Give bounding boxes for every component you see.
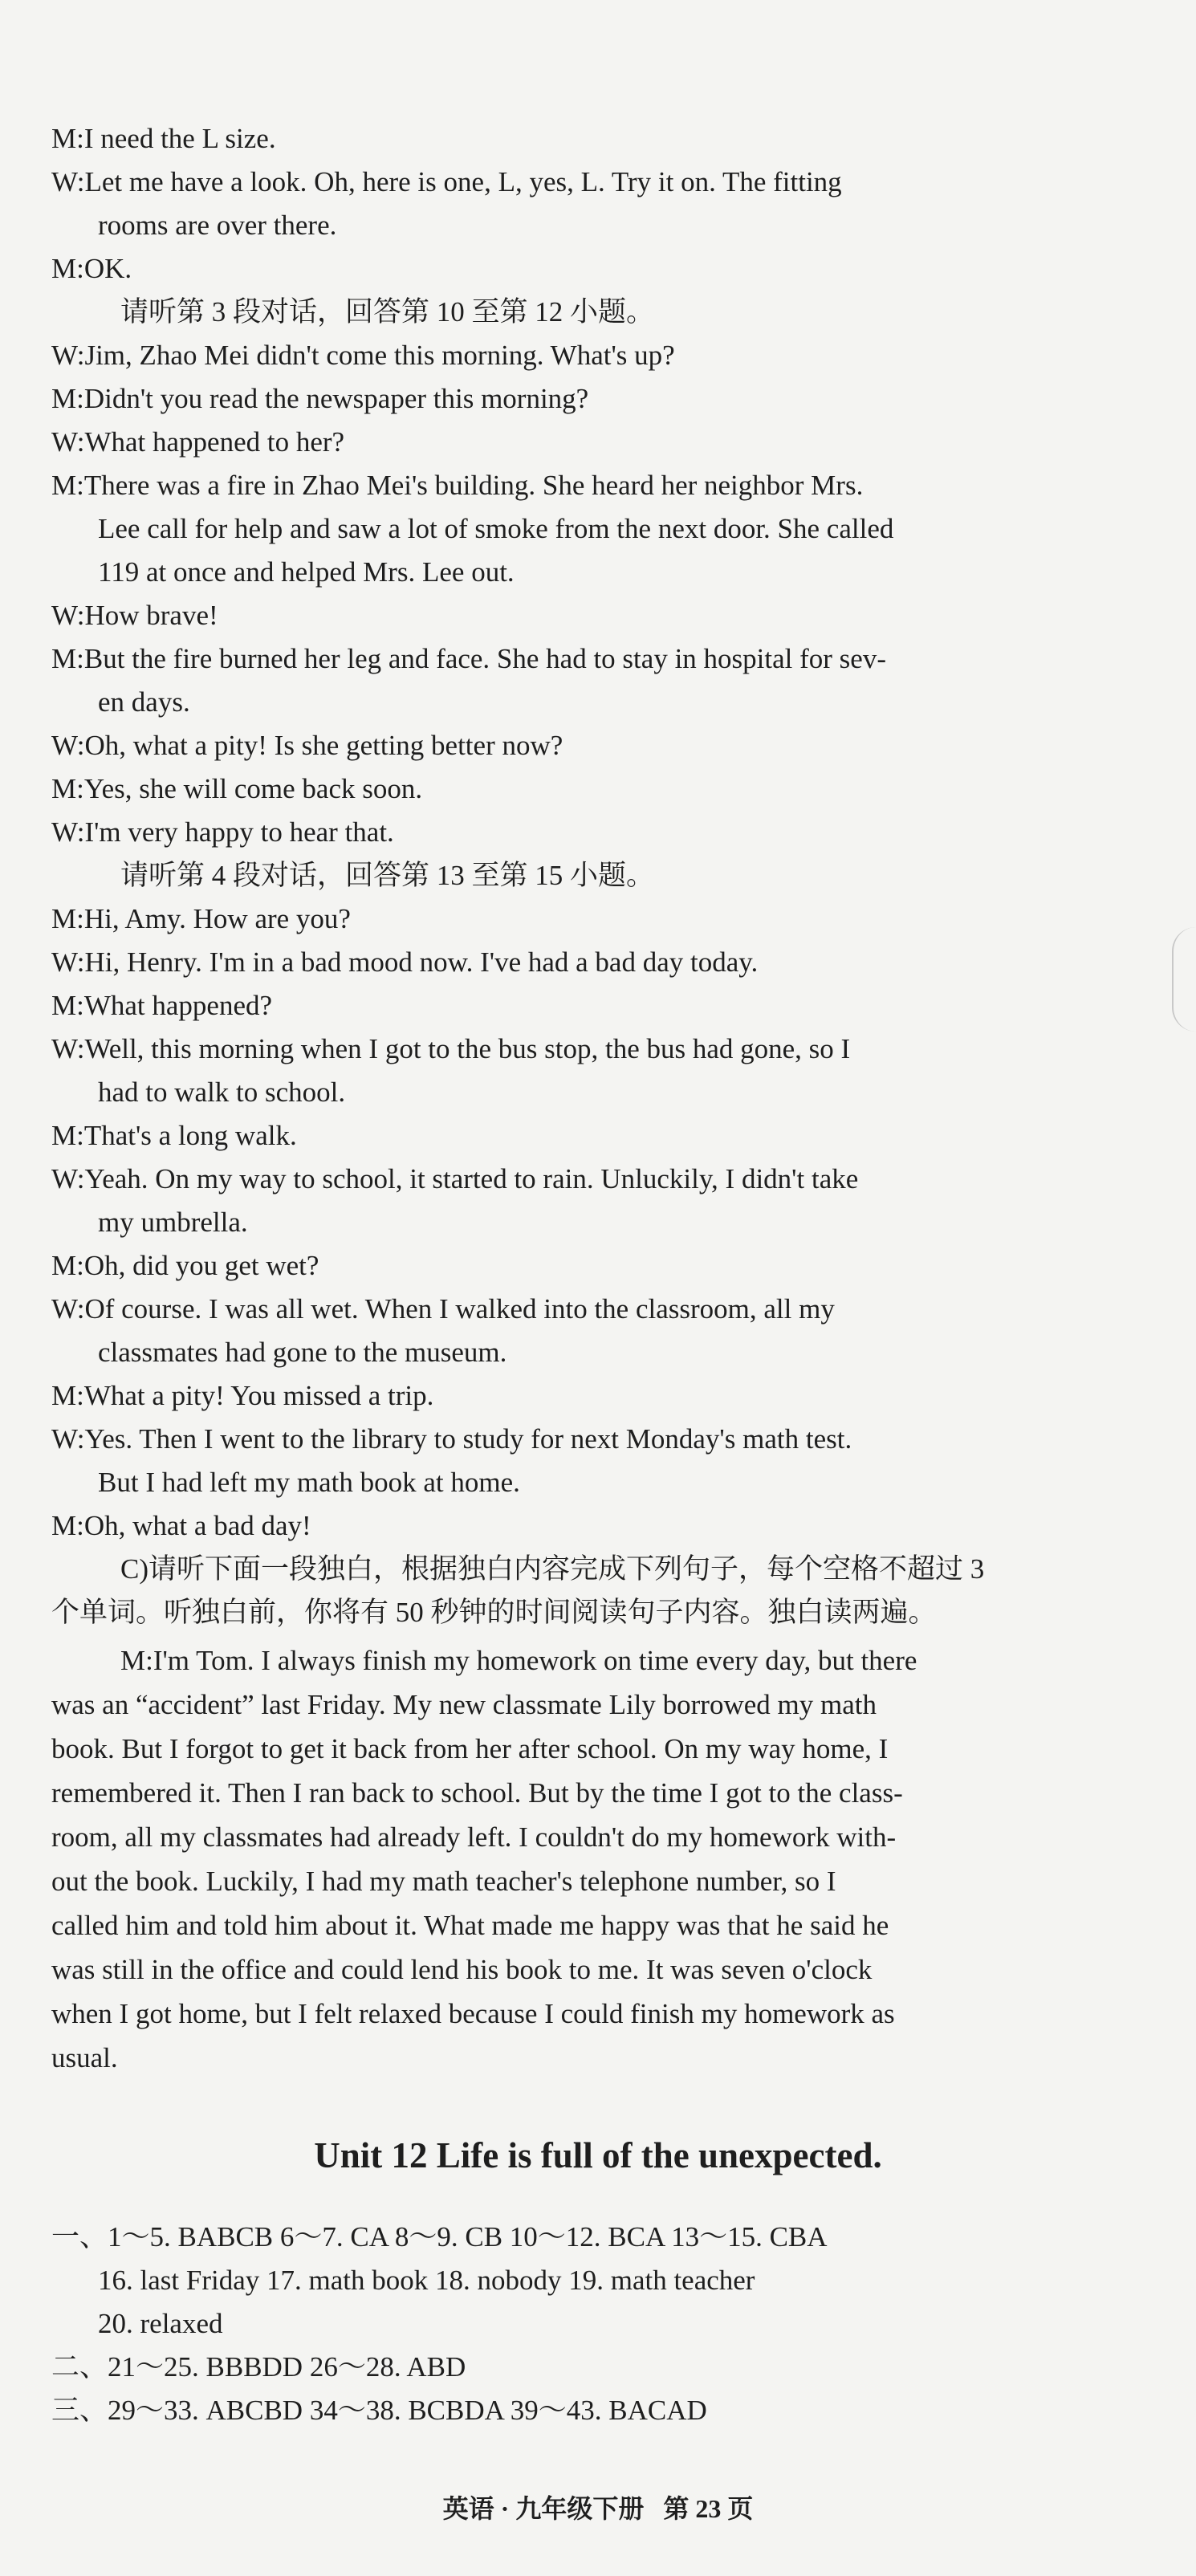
monologue-line: room, all my classmates had already left. I couldn't do my homework with- [51,1821,897,1853]
monologue-line: called him and told him about it. What made me happy was that he said he [51,1910,889,1941]
dialogue-line: M:Yes, she will come back soon. [51,773,423,804]
answer-line: 二、21～25. BBBDD 26～28. ABD [51,2351,466,2383]
dialogue-line: 119 at once and helped Mrs. Lee out. [98,556,515,588]
monologue-line: out the book. Luckily, I had my math teacher's telephone number, so I [51,1866,836,1897]
answer-line: 三、29～33. ABCBD 34～38. BCBDA 39～43. BACAD [51,2395,707,2426]
dialogue-line: W:Let me have a look. Oh, here is one, L, yes, L. Try it on. The fitting [51,166,842,197]
footer-grade: 九年级下册 [515,2494,645,2523]
dialogue-line: W:Well, this morning when I got to the bus stop, the bus had gone, so I [51,1033,851,1064]
dialogue-line: classmates had gone to the museum. [98,1337,507,1368]
dialogue-line: M:What happened? [51,990,273,1021]
dialogue-line: W:I'm very happy to hear that. [51,816,394,848]
dialogue-line: W:Yeah. On my way to school, it started to rain. Unluckily, I didn't take [51,1163,859,1194]
section-instruction: 请听第 4 段对话，回答第 13 至第 15 小题。 [120,860,655,891]
dialogue-line: M:Didn't you read the newspaper this morning? [51,383,589,414]
dialogue-line: M:But the fire burned her leg and face. She had to stay in hospital for sev- [51,643,886,674]
dialogue-line: M:That's a long walk. [51,1120,297,1151]
dialogue-line: M:Oh, did you get wet? [51,1250,319,1281]
answer-line: 20. relaxed [98,2308,223,2339]
section-instruction: C)请听下面一段独白，根据独白内容完成下列句子，每个空格不超过 3 [120,1553,985,1585]
section-instruction: 请听第 3 段对话，回答第 10 至第 12 小题。 [120,296,655,328]
dialogue-line: W:Yes. Then I went to the library to study for next Monday's math test. [51,1423,852,1455]
dialogue-line: M:What a pity! You missed a trip. [51,1380,434,1411]
dialogue-line: W:Jim, Zhao Mei didn't come this morning. What's up? [51,340,675,371]
dialogue-line: M:Hi, Amy. How are you? [51,903,351,934]
dialogue-line: M:There was a fire in Zhao Mei's building. She heard her neighbor Mrs. [51,470,864,501]
answer-line: 16. last Friday 17. math book 18. nobody 19. math teacher [98,2265,755,2296]
binding-edge-mark [1172,927,1196,1032]
monologue-line: M:I'm Tom. I always finish my homework on time every day, but there [120,1645,917,1676]
dialogue-line: W:How brave! [51,600,218,631]
dialogue-line: Lee call for help and saw a lot of smoke from the next door. She called [98,513,894,544]
monologue-line: usual. [51,2042,118,2073]
monologue-line: book. But I forgot to get it back from her after school. On my way home, I [51,1733,889,1764]
footer-page-number: 第 23 页 [663,2494,754,2523]
dialogue-line: W:What happened to her? [51,426,345,458]
dialogue-line: had to walk to school. [98,1076,346,1108]
monologue-line: was still in the office and could lend his book to me. It was seven o'clock [51,1954,873,1985]
dialogue-line: W:Hi, Henry. I'm in a bad mood now. I've had a bad day today. [51,946,759,978]
monologue-line: was an “accident” last Friday. My new classmate Lily borrowed my math [51,1689,877,1720]
dialogue-line: rooms are over there. [98,210,337,241]
dialogue-line: But I had left my math book at home. [98,1467,520,1498]
monologue-line: remembered it. Then I ran back to school. But by the time I got to the class- [51,1777,903,1809]
monologue-line: when I got home, but I felt relaxed because I could finish my homework as [51,1998,895,2029]
footer-subject: 英语 [442,2494,494,2523]
dialogue-line: M:I need the L size. [51,123,276,154]
dialogue-line: en days. [98,686,190,718]
page-footer [0,2489,1196,2529]
dialogue-line: W:Oh, what a pity! Is she getting better now? [51,730,563,761]
dialogue-line: M:Oh, what a bad day! [51,1510,311,1541]
section-instruction: 个单词。听独白前，你将有 50 秒钟的时间阅读句子内容。独白读两遍。 [51,1597,937,1628]
unit-title: Unit 12 Life is full of the unexpected. [314,2135,882,2175]
dialogue-line: M:OK. [51,253,132,284]
footer-dot: · [500,2494,510,2523]
dialogue-line: my umbrella. [98,1207,248,1238]
dialogue-line: W:Of course. I was all wet. When I walked into the classroom, all my [51,1293,835,1325]
answer-line: 一、1～5. BABCB 6～7. CA 8～9. CB 10～12. BCA 13～15. CBA [51,2221,828,2252]
